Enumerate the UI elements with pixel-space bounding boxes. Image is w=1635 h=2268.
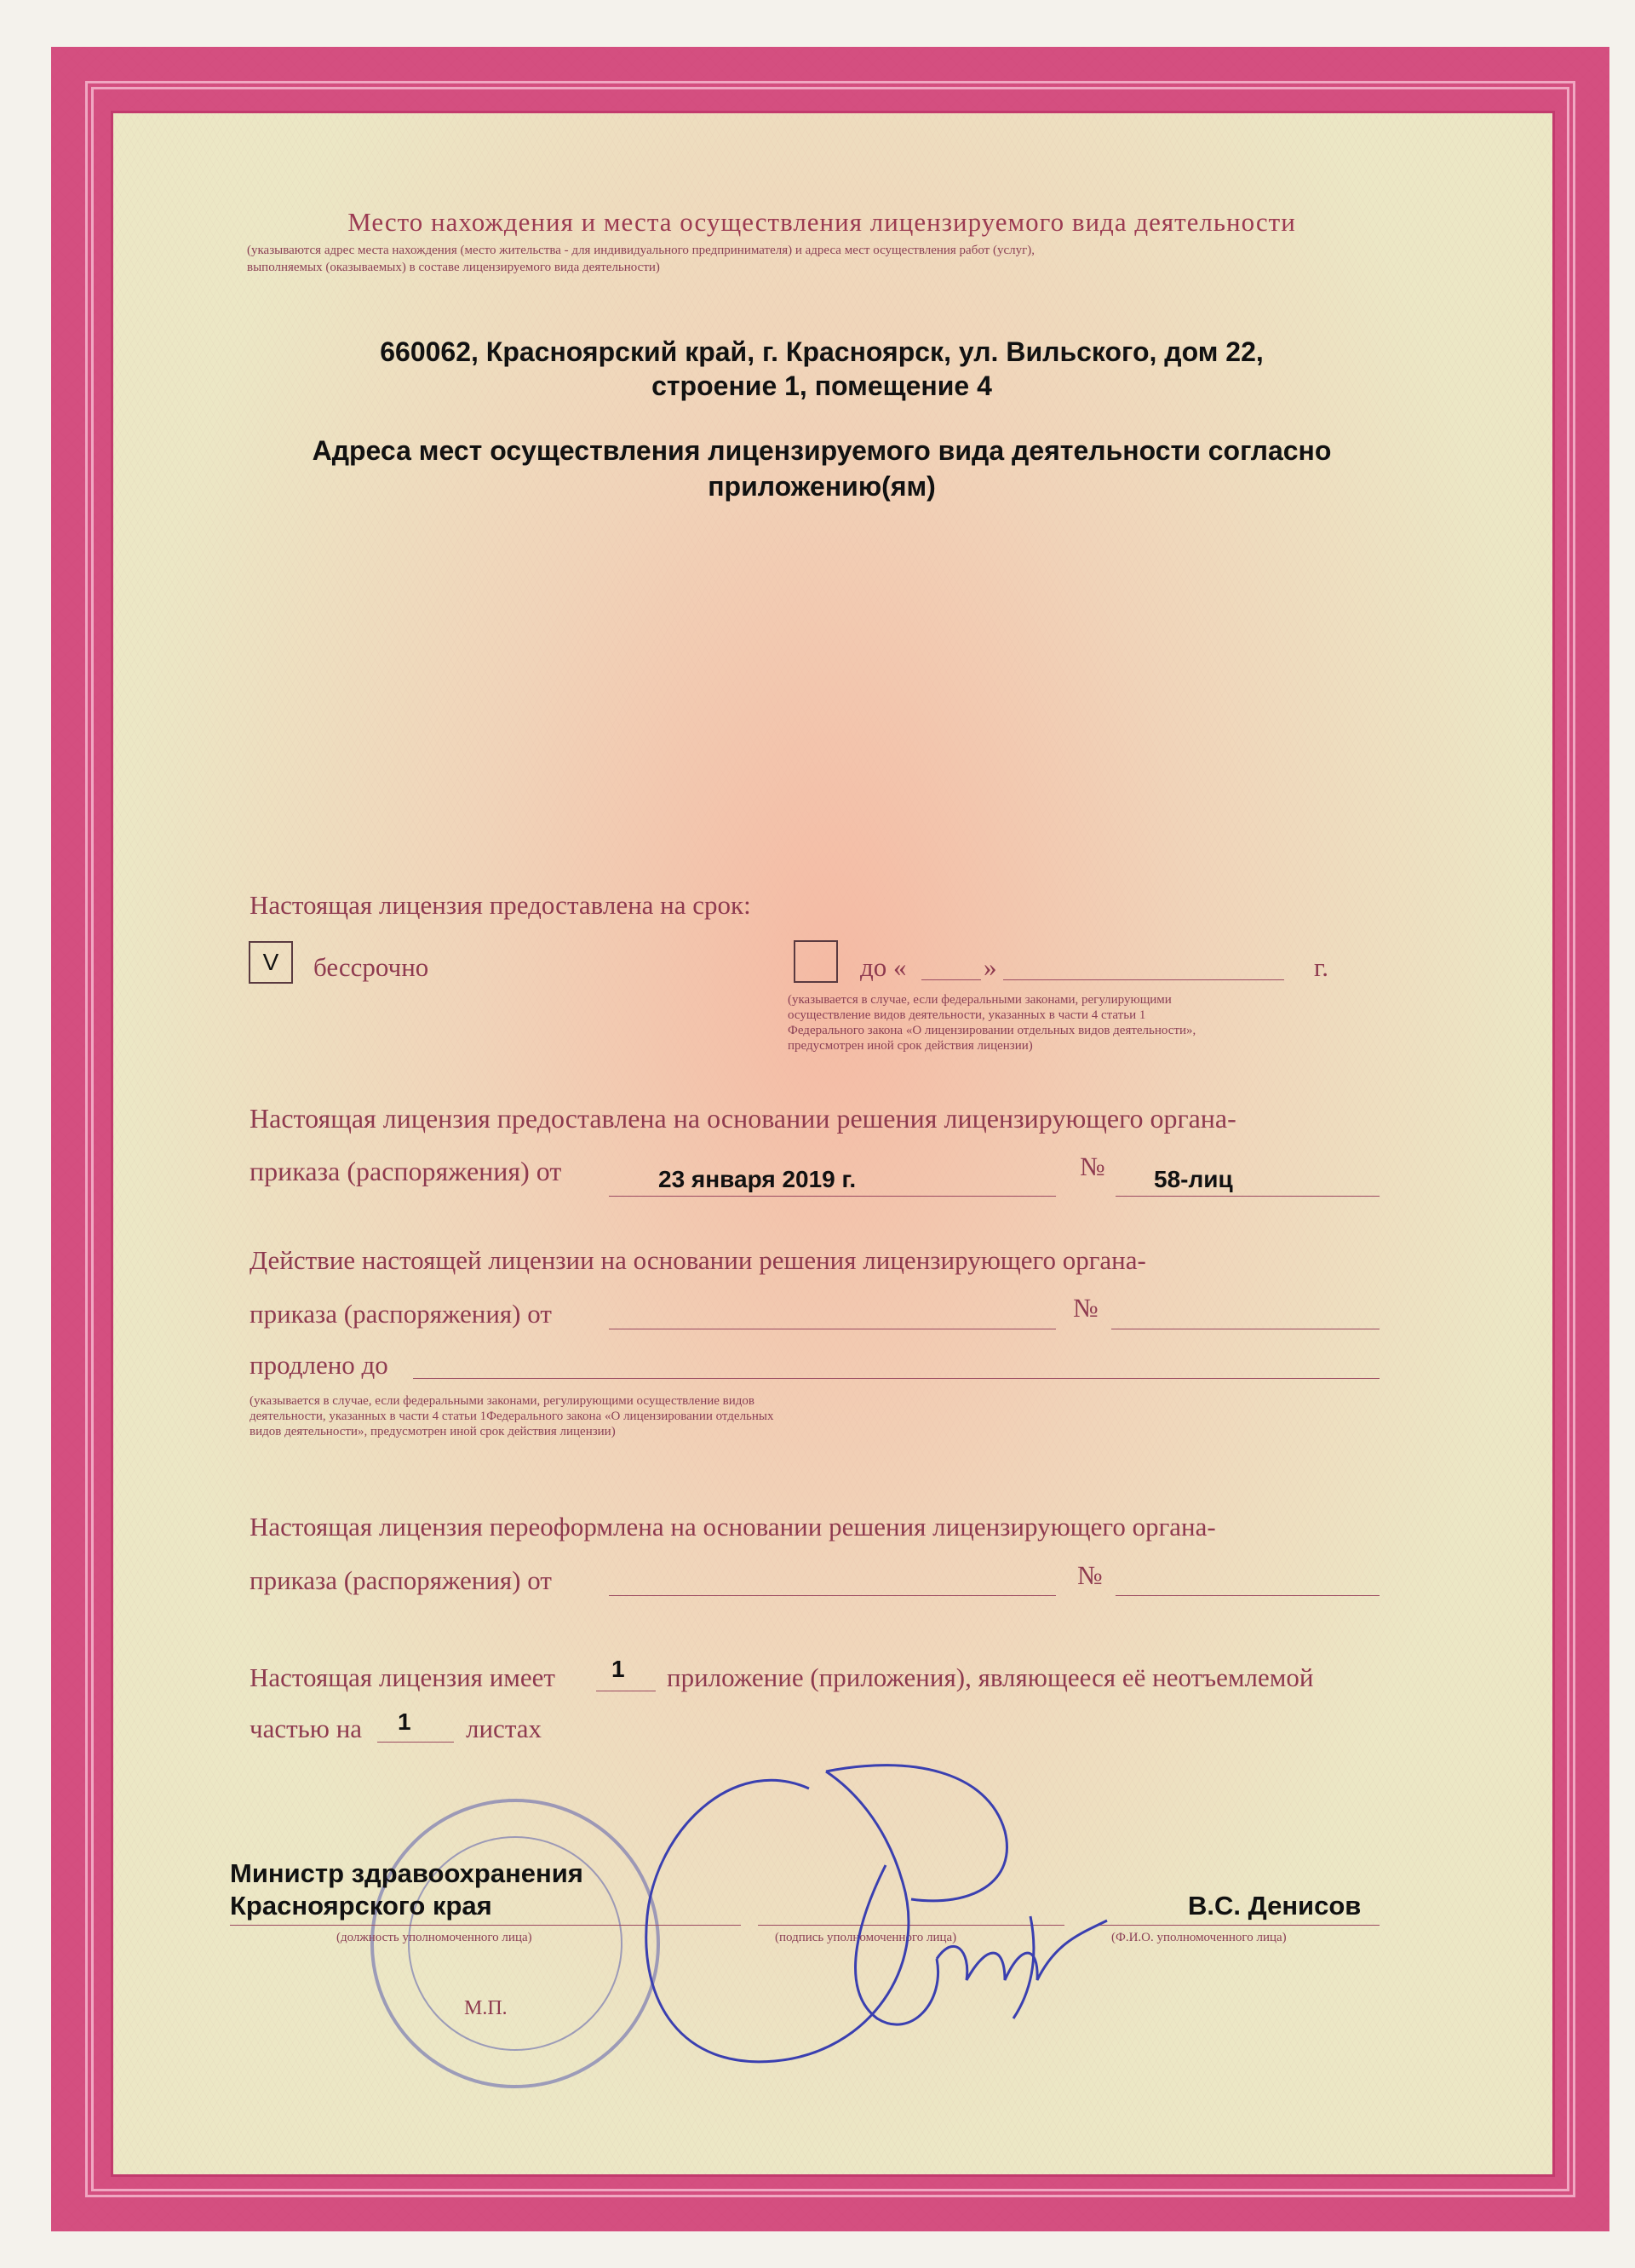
reissue-number-sign: № [1077,1560,1103,1590]
appendix-sheets-line [377,1742,454,1743]
appendix-line-2-suffix: листах [466,1714,542,1743]
header-note-2: выполняемых (оказываемых) в составе лицензируемого вида деятельности) [247,261,660,274]
handwritten-signature [630,1737,1158,2095]
address-line-2: строение 1, помещение 4 [651,370,992,401]
term-note-line-4: предусмотрен иной срок действия лицензии) [788,1039,1033,1053]
seal-caption: М.П. [464,1997,508,2019]
until-checkbox [794,940,838,983]
position-line-1: Министр здравоохранения [230,1858,583,1888]
appendix-count: 1 [611,1656,625,1682]
until-prefix: до « [860,952,907,982]
extension-note-line-3: видов деятельности», предусмотрен иной срок действия лицензии) [250,1425,616,1438]
extension-until-line [413,1378,1380,1379]
indefinite-checkbox [249,941,293,984]
name-caption: (Ф.И.О. уполномоченного лица) [1111,1931,1287,1944]
reissue-line-1: Настоящая лицензия переоформлена на основании решения лицензирующего органа- [250,1512,1216,1542]
addresses-note-line-2: приложению(ям) [708,471,936,502]
extension-number-sign: № [1073,1293,1099,1323]
extension-line-2: приказа (распоряжения) от [250,1299,552,1329]
appendix-line-2-prefix: частью на [250,1714,363,1743]
term-note-line-2: осуществление видов деятельности, указанных в части 4 статьи 1 [788,1008,1146,1022]
appendix-sheets: 1 [398,1708,411,1735]
until-month-line [1003,979,1284,980]
signer-name: В.С. Денисов [1188,1891,1362,1921]
basis-date: 23 января 2019 г. [658,1166,857,1192]
appendix-middle: приложение (приложения), являющееся её неотъемлемой [667,1662,1314,1692]
reissue-date-line [609,1595,1056,1596]
extension-line-1: Действие настоящей лицензии на основании решения лицензирующего органа- [250,1245,1146,1275]
signature-caption: (подпись уполномоченного лица) [775,1931,957,1944]
position-line-2: Красноярского края [230,1891,492,1921]
reissue-line-2: приказа (распоряжения) от [250,1565,552,1595]
extension-note-line-1: (указывается в случае, если федеральными законами, регулирующими осуществление видов [250,1394,754,1408]
basis-number-line [1116,1196,1380,1197]
term-note [788,992,1388,1054]
address-line-1: 660062, Красноярский край, г. Красноярск, ул. Вильского, дом 22, [380,336,1264,367]
extension-note [250,1393,1033,1439]
until-suffix: г. [1314,952,1328,982]
reissue-number-line [1116,1595,1380,1596]
basis-number: 58-лиц [1154,1166,1233,1192]
header-note-1: (указываются адрес места нахождения (место жительства - для индивидуального предпринимателя) и адреса мест осуществления работ (услуг), [247,244,1035,257]
term-label: Настоящая лицензия предоставлена на срок: [250,890,751,920]
basis-date-line [609,1196,1056,1197]
indefinite-label: бессрочно [313,952,429,982]
extension-line-3: продлено до [250,1350,388,1380]
addresses-note-line-1: Адреса мест осуществления лицензируемого вида деятельности согласно [312,435,1332,466]
term-note-line-1: (указывается в случае, если федеральными законами, регулирующими [788,993,1172,1007]
header-title: Место нахождения и места осуществления лицензируемого вида деятельности [347,207,1296,237]
until-day-line [921,979,981,980]
until-mid: » [984,952,997,982]
appendix-prefix: Настоящая лицензия имеет [250,1662,555,1692]
basis-number-sign: № [1080,1151,1105,1181]
position-caption: (должность уполномоченного лица) [336,1931,532,1944]
term-note-line-3: Федерального закона «О лицензировании отдельных видов деятельности», [788,1024,1196,1037]
basis-line-2: приказа (распоряжения) от [250,1156,562,1186]
extension-note-line-2: деятельности, указанных в части 4 статьи 1Федерального закона «О лицензировании отдельных [250,1410,774,1423]
indefinite-check-mark: V [262,949,279,975]
basis-line-1: Настоящая лицензия предоставлена на основании решения лицензирующего органа- [250,1103,1236,1134]
